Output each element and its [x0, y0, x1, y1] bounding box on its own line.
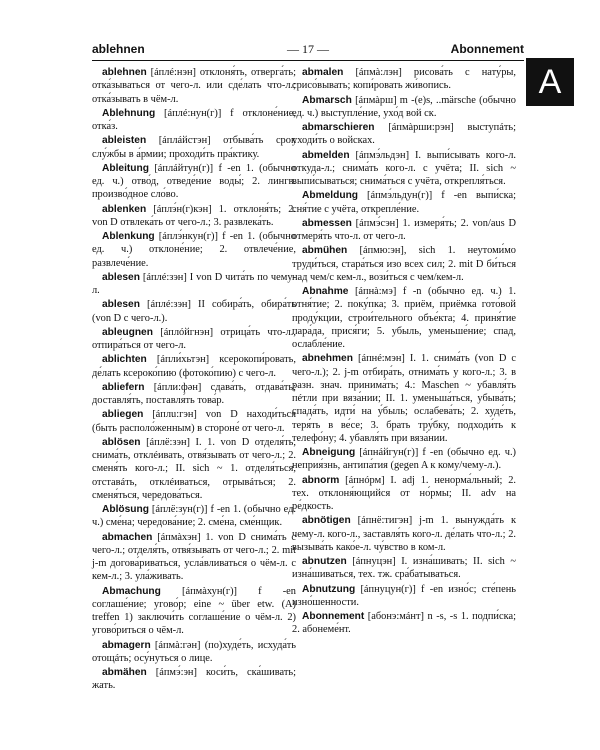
dictionary-entry: [92, 66, 296, 106]
headword: Ablösung: [102, 504, 149, 515]
entry-definition: [áплáйтун(г)] f -en 1. (обычно ед. ч.) отво́д, отведе́ние воды́; 2. лингв. произво́дное сло́во.: [92, 162, 296, 201]
headword: abliegen: [102, 409, 144, 421]
dictionary-entry: [92, 326, 296, 353]
entry-definition: [áпнё:тигэн] j-m 1. вынужда́ть к чему-л. кого-л., заставля́ть кого-л. де́лать что-л.; 2. вызыва́ть како́е-л. чу́вство в ком-л.: [292, 515, 516, 553]
entry-definition: [áплu:гэн] von D находи́ться (быть располо́женным) в стороне́ от чего-л.: [92, 409, 296, 434]
entry-definition: [áпли́хьтэн] ксерокопи́ровать, де́лать ксероко́пию (фотоко́пию) с чего-л.: [92, 354, 296, 379]
entry-definition: [áплэ́нкун(г)] f -en 1. (обычно ед. ч.) отклоне́ние; 2. отвлече́ние, развлече́ние.: [92, 231, 296, 269]
headword: ablenken: [102, 203, 147, 215]
dictionary-entry: [292, 189, 516, 216]
entry-definition: [áплё:зэн] I. 1. von D отделя́ть, снима́ть, отклéивать, отвя́зывать от чего-л.; 2. сменя́ть кого-л.; II. sich ~ 1. отделя́ться, отставáть, отклéиваться, отрывáться; 2. сменя́ться, чередова́ться.: [92, 436, 296, 501]
headword: Ablehnung: [102, 107, 156, 119]
running-header: [92, 40, 524, 58]
dictionary-entry: [92, 666, 296, 693]
headword: Abnutzung: [302, 583, 356, 595]
dictionary-entry: [92, 134, 296, 161]
entry-definition: [áплэ́н(г)кэн] 1. отклоня́ть; 2. von D отвлека́ть от чего-л.; 3. развлека́ть.: [92, 203, 296, 228]
headword: ablösen: [102, 436, 141, 448]
dictionary-entry: [292, 217, 516, 244]
entry-definition: [áпмэ́:эн] коси́ть, ска́шивать; жать.: [92, 667, 296, 692]
dictionary-entry: [292, 285, 516, 351]
headword: Abneigung: [302, 447, 356, 458]
header-rule: [92, 60, 524, 61]
dictionary-entry: [92, 271, 296, 298]
dictionary-entry: [292, 352, 516, 445]
headword: abmachen: [102, 531, 153, 543]
headword: abmelden: [302, 149, 350, 161]
page-number: — 17 —: [287, 42, 329, 56]
dictionary-entry: [92, 162, 296, 202]
headword: abliefern: [102, 381, 145, 393]
entry-definition: [áплё:зун(г)] f -en 1. (обычно ед. ч.) сме́на; чередова́ние; 2. сме́на, сме́нщик.: [92, 504, 296, 529]
right-column: [292, 66, 516, 638]
dictionary-entry: [292, 149, 516, 189]
headword: abmähen: [102, 667, 147, 678]
headword: Abmarsch: [302, 94, 352, 106]
headword: Abmeldung: [302, 190, 359, 202]
dictionary-entry: [292, 244, 516, 284]
dictionary-entry: [292, 610, 516, 637]
dictionary-entry: [92, 639, 296, 666]
entry-definition: [áпмàрш] m -(e)s, ..märsche (обычно ед. ч.) выступле́ние, ухо́д вой ск.: [292, 94, 516, 119]
headword: abmagern: [102, 639, 151, 651]
dictionary-entry: [92, 107, 296, 134]
dictionary-entry: [92, 436, 296, 502]
entry-definition: [áпнé:мэн] I. 1. снима́ть (von D с чего-л.); 2. j-m отбира́ть, отнима́ть у кого-л.; 3. в разн. знач. принима́ть; 4.: Maschen ~ убавля́ть пéтли при вяза́нии; II. 1. уменьша́ться, убыва́ть; спада́ть, идти́ на у́быль; ослабева́ть; 2. худе́ть, теря́ть в ве́се; 3. брать тру́бку, подходи́ть к телефо́ну; 4. убавля́ть при вяза́нии.: [292, 353, 516, 444]
dictionary-entry: [92, 585, 296, 638]
entry-definition: [áпнуцун(г)] f -en изно́с; сте́пень изно́шенности.: [292, 583, 516, 608]
dictionary-entry: [92, 531, 296, 584]
dictionary-entry: [292, 66, 516, 93]
headword: Ableitung: [102, 162, 149, 174]
dictionary-entry: [292, 121, 516, 148]
entry-definition: [áпмàрши:рэн] выступáть; уходи́ть о войсках.: [292, 122, 516, 147]
thumb-index-letter: A: [526, 58, 574, 106]
entry-definition: [áпмà:лэн] рисова́ть с нату́ры, срисо́вывать; копи́ровать жи́вопись.: [292, 67, 516, 92]
headword: Abonnement: [302, 611, 365, 622]
entry-definition: [áпмàхэн] 1. von D снима́ть с чего-л.; отделя́ть, отвя́зывать от чего-л.; 2. mit j-m догова́риваться, усла́вливаться о чём-л. с кем-л.; 3. ула́живать.: [92, 531, 296, 583]
headword: Ablenkung: [102, 231, 155, 242]
entry-definition: [áплé:зэн] I von D чита́ть по чему-л.: [92, 271, 296, 296]
entry-definition: [áпмэ́сэн] 1. измеря́ть; 2. von/aus D отмеря́ть что-л. от чего-л.: [292, 217, 516, 242]
entry-definition: [абонэ:мáнт] n -s, -s 1. подпи́ска; 2. абонеме́нт.: [292, 611, 516, 636]
dictionary-entry: [292, 514, 516, 554]
header-last-word: Abonnement: [450, 42, 524, 56]
headword: abnutzen: [302, 556, 347, 567]
dictionary-entry: [92, 203, 296, 230]
entry-definition: [áпмэ́льдун(г)] f -en выпи́ска; сня́тие с учёта, открепле́ние.: [292, 190, 516, 215]
headword: ableugnen: [102, 326, 153, 338]
headword: abmarschieren: [302, 122, 375, 133]
headword: Abnahme: [302, 286, 349, 297]
entry-definition: [áпнóрм] I. adj 1. ненорма́льный; 2. тех. отклоня́ющийся от но́рмы; II. adv на ре́дкость.: [292, 474, 516, 512]
left-column: [92, 66, 296, 694]
headword: Abmachung: [102, 585, 161, 597]
dictionary-entry: [92, 230, 296, 270]
headword: abnötigen: [302, 515, 351, 527]
entry-definition: [áпнáйгун(г)] f -en (обычно ед. ч.) неприя́знь, антипа́тия (gegen A к кому/чему-л.).: [292, 447, 516, 472]
entry-definition: [áпмэ́льдэн] I. выпи́сывать кого-л. откуда-л.; снима́ть кого-л. с учёта; II. sich ~ выпи́сываться; снима́ться с учёта, открепля́ться.: [292, 149, 516, 187]
entry-definition: [áплé:нун(г)] f отклоне́ние, отка́з.: [92, 107, 296, 132]
headword: abnehmen: [302, 353, 353, 365]
entry-definition: [áпмю:эн], sich 1. неутоми́мо труди́ться, стара́ться изо всех сил; 2. mit D би́ться над чем/с кем-л., вози́ться с чем/кем-л.: [292, 245, 516, 283]
headword: abmühen: [302, 245, 348, 257]
entry-definition: [áпмàхун(г)] f -en соглаше́ние; угово́р; eine ~ über etw. (A) treffen 1) заключи́ть соглаше́ние о чём-л. 2) угово́риться о чём-л.: [92, 585, 296, 637]
entry-definition: [áпнà:мэ] f -n (обычно ед. ч.) 1. отня́тие; 2. поку́пка; 3. приём, приёмка гото́вой проду́кции, строи́тельного объе́кта; 4. приня́тие пара́да, прися́ги; 5. убыль, уменьше́ние; спад, ослабле́ние.: [292, 286, 516, 350]
entry-definition: [áплé:зэн] II собира́ть, обира́ть (von D с чего-л.).: [92, 299, 296, 324]
entry-definition: [áпли:фəн] сдава́ть, отдава́ть; доставля́ть, поставля́ть това́р.: [92, 381, 296, 406]
dictionary-entry: [292, 555, 516, 582]
dictionary-entry: [292, 583, 516, 610]
headword: ablesen: [102, 271, 140, 283]
dictionary-entry: [292, 474, 516, 514]
entry-definition: [áпнуцэн] I. изна́шивать; II. sich ~ изна́шиваться, тех. тж. сра́батываться.: [292, 556, 516, 581]
dictionary-entry: [92, 503, 296, 530]
entry-definition: [áпмà:гəн] (по)худе́ть, исхуда́ть отощáть; осу́нуться о лице.: [92, 639, 296, 664]
headword: ableisten: [102, 135, 147, 147]
headword: ablehnen: [102, 67, 147, 78]
headword: ablichten: [102, 354, 147, 366]
header-first-word: ablehnen: [92, 42, 145, 56]
dictionary-entry: [92, 353, 296, 380]
headword: abnorm: [302, 474, 340, 486]
dictionary-entry: [292, 94, 516, 121]
entry-definition: [áплé:нэн] отклоня́ть, отверга́ть; отка́зываться от чего-л. или сде́лать что-л.; отка́зывать в чём-л.: [92, 67, 296, 105]
dictionary-entry: [92, 408, 296, 435]
dictionary-entry: [92, 381, 296, 408]
headword: abmalen: [302, 67, 344, 78]
entry-definition: [áплóйгнэн] отрица́ть что-л., отпира́ться от чего-л.: [92, 326, 296, 351]
dictionary-entry: [92, 298, 296, 325]
entry-definition: [áплáйстэн] отбыва́ть срок слу́жбы в а́рмии; проходи́ть пра́ктику.: [92, 135, 296, 160]
headword: ablesen: [102, 299, 140, 311]
dictionary-entry: [292, 446, 516, 473]
headword: abmessen: [302, 217, 352, 229]
